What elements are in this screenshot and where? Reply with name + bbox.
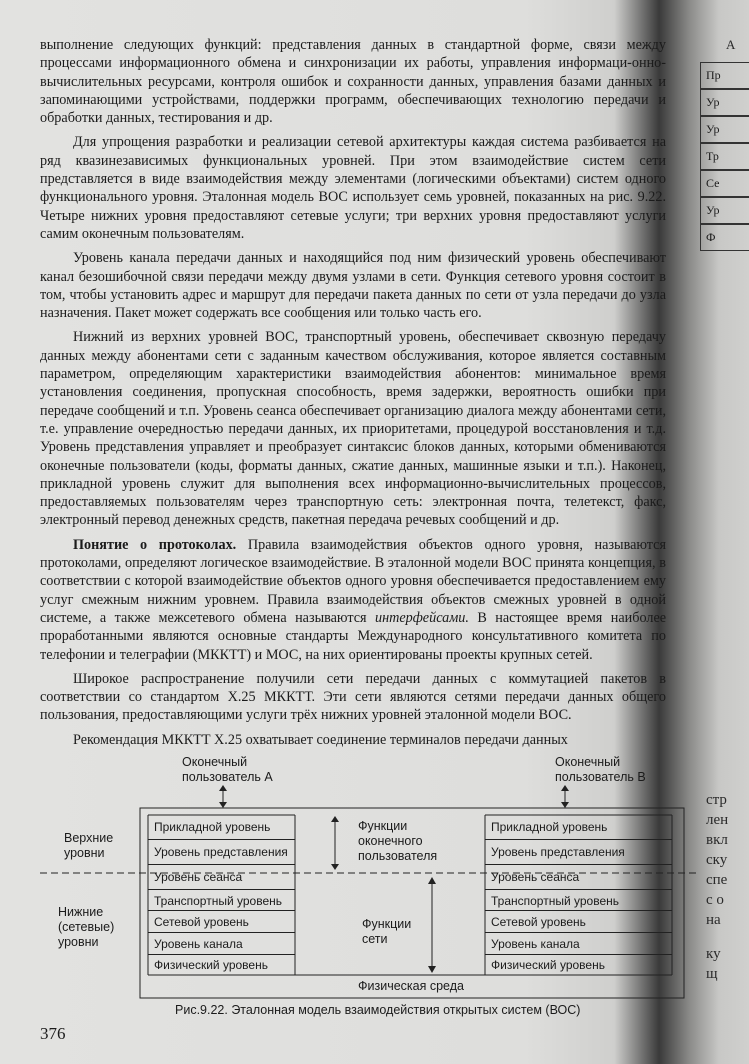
right-datalink-layer: Уровень канала (485, 933, 672, 955)
left-application-layer: Прикладной уровень (148, 815, 295, 840)
right-presentation-layer: Уровень представления (485, 840, 672, 865)
paragraph-4: Нижний из верхних уровней ВОС, транспортный уровень, обеспечивает сквозную передачу данных между абонентами сети с заданным качеством обслуживания, которое является составным параметром, определяющим характеристики взаимодействия абонентов: минимальное время установления соединения, пропускная способность, время задержки, вероятность ошибки при передаче сообщений и т.п. Уровень сеанса обеспечивает организацию диалога между абонентами сети, т.е. управление очередностью передачи данных, их приоритетами, процедурой восстановления и т.д. Уровень представления управляет и преобразует синтаксис блоков данных, которыми обмениваются оконечные пользователи (коды, форматы данных, сжатие данных, машинные языки и т.п.). Наконец, прикладной уровень служит для выполнения всех информационно-вычислительных процессов, предоставляемых пользователям через транспортную сеть: электронная почта, телетекст, факс, электронный перевод денежных средств, пакетная передача речевых сообщений и др. (40, 329, 666, 529)
side-cell: Се (700, 170, 749, 197)
left-datalink-layer: Уровень канала (148, 933, 295, 955)
network-functions-label: Функции сети (362, 917, 412, 946)
right-physical-layer: Физический уровень (491, 958, 605, 972)
side-text-bottom: стр лен вкл ску спе с о на ку щ (706, 792, 729, 982)
left-network-layer: Сетевой уровень (148, 911, 295, 933)
right-transport-layer: Транспортный уровень (485, 889, 672, 911)
page-number: 376 (40, 1024, 66, 1043)
user-functions-label: Функции оконечного пользователя (358, 819, 438, 863)
side-cell: Ф (700, 224, 749, 251)
right-application-layer: Прикладной уровень (485, 815, 672, 840)
paragraph-5 (40, 536, 666, 664)
side-cell: Ур (700, 89, 749, 116)
paragraph-7: Рекомендация МККТТ X.25 охватывает соединение терминалов передачи данных (73, 731, 568, 748)
paragraph-6: Широкое распространение получили сети передачи данных с коммутацией пакетов в соответствии со стандартом X.25 МККТТ. Эти сети являются сетями передачи данных общего пользования, предоставляющими услуги трёх нижних уровней эталонной модели ВОС. (40, 670, 666, 724)
paragraph-1: выполнение следующих функций: представления данных в стандартной форме, связи между процессами информационного обмена и синхронизации их работы, управления информаци-онно-вычислительных ресурсами, контроля ошибок и сохранности данных, управления базами данных и запоминающими устройствами, поддержки программ, обеспечивающих технологию передачи и обработки данных, тестирования и др. (40, 37, 666, 127)
user-a-label: Оконечный пользователь А (182, 755, 273, 784)
physical-medium-label: Физическая среда (358, 979, 464, 993)
paragraph-5-tail: В настоящее время наиболее проработанными являются основные стандарты Международного консультативного комитета по телефонии и телеграфии (МККТТ) и МОС, на них ориентированы проекты крупных сетей. (40, 609, 667, 663)
protocols-heading: Понятие о протоколах. (73, 536, 237, 553)
side-table-fragment (700, 62, 749, 251)
user-b-label: Оконечный пользователь В (555, 755, 646, 784)
figure-caption: Рис.9.22. Эталонная модель взаимодействия открытых систем (ВОС) (175, 1003, 581, 1017)
paragraph-3: Уровень канала передачи данных и находящийся под ним физический уровень обеспечивают канал безошибочной связи передачи между двумя узлами в сети. Функция сетевого уровня состоит в том, чтобы установить адрес и маршрут для передачи пакета данных по сети от узла передачи до узла назначения. Пакет может содержать все сообщения или только часть его. (40, 250, 666, 322)
side-cell: Ур (700, 116, 749, 143)
upper-levels-label: Верхние уровни (64, 831, 114, 860)
paragraph-2: Для упрощения разработки и реализации сетевой архитектуры каждая система разбивается на ряд квазинезависимых функциональных уровней. При этом взаимодействие систем сети представляется в виде взаимодействия между элементами (логическими объектами) систем одного функционального уровня. Эталонная модель ВОС использует семь уровней, показанных на рис. 9.22. Четыре нижних уровня предоставляют сетевые услуги; три верхних уровня предоставляют услуги самим оконечным пользователям. (40, 134, 666, 242)
right-session-layer: Уровень сеанса (491, 870, 580, 884)
interfaces-term: интерфейсами. (374, 609, 469, 626)
left-transport-layer: Транспортный уровень (148, 889, 295, 911)
right-network-layer: Сетевой уровень (485, 911, 672, 933)
body-text (40, 36, 666, 755)
side-cell: Тр (700, 143, 749, 170)
lower-levels-label: Нижние (сетевые) уровни (58, 905, 115, 949)
left-physical-layer: Физический уровень (154, 958, 268, 972)
paragraph-5-text: Правила взаимодействия объектов одного уровня, называются протоколами, определяют логическое взаимодействие. В эталонной модели ВОС принята концепция, в соответствии с которой взаимодействие объектов одного уровня обеспечивается предоставлением ему услуг смежным нижним уровнем. Правила взаимодействия объектов смежных уровней в одной системе, а также межсетевого обмена называются (40, 536, 666, 626)
left-session-layer: Уровень сеанса (154, 870, 243, 884)
side-cell: Ур (700, 197, 749, 224)
side-cell: Пр (700, 62, 749, 89)
side-top-letter: А (726, 37, 736, 52)
left-presentation-layer: Уровень представления (148, 840, 295, 865)
